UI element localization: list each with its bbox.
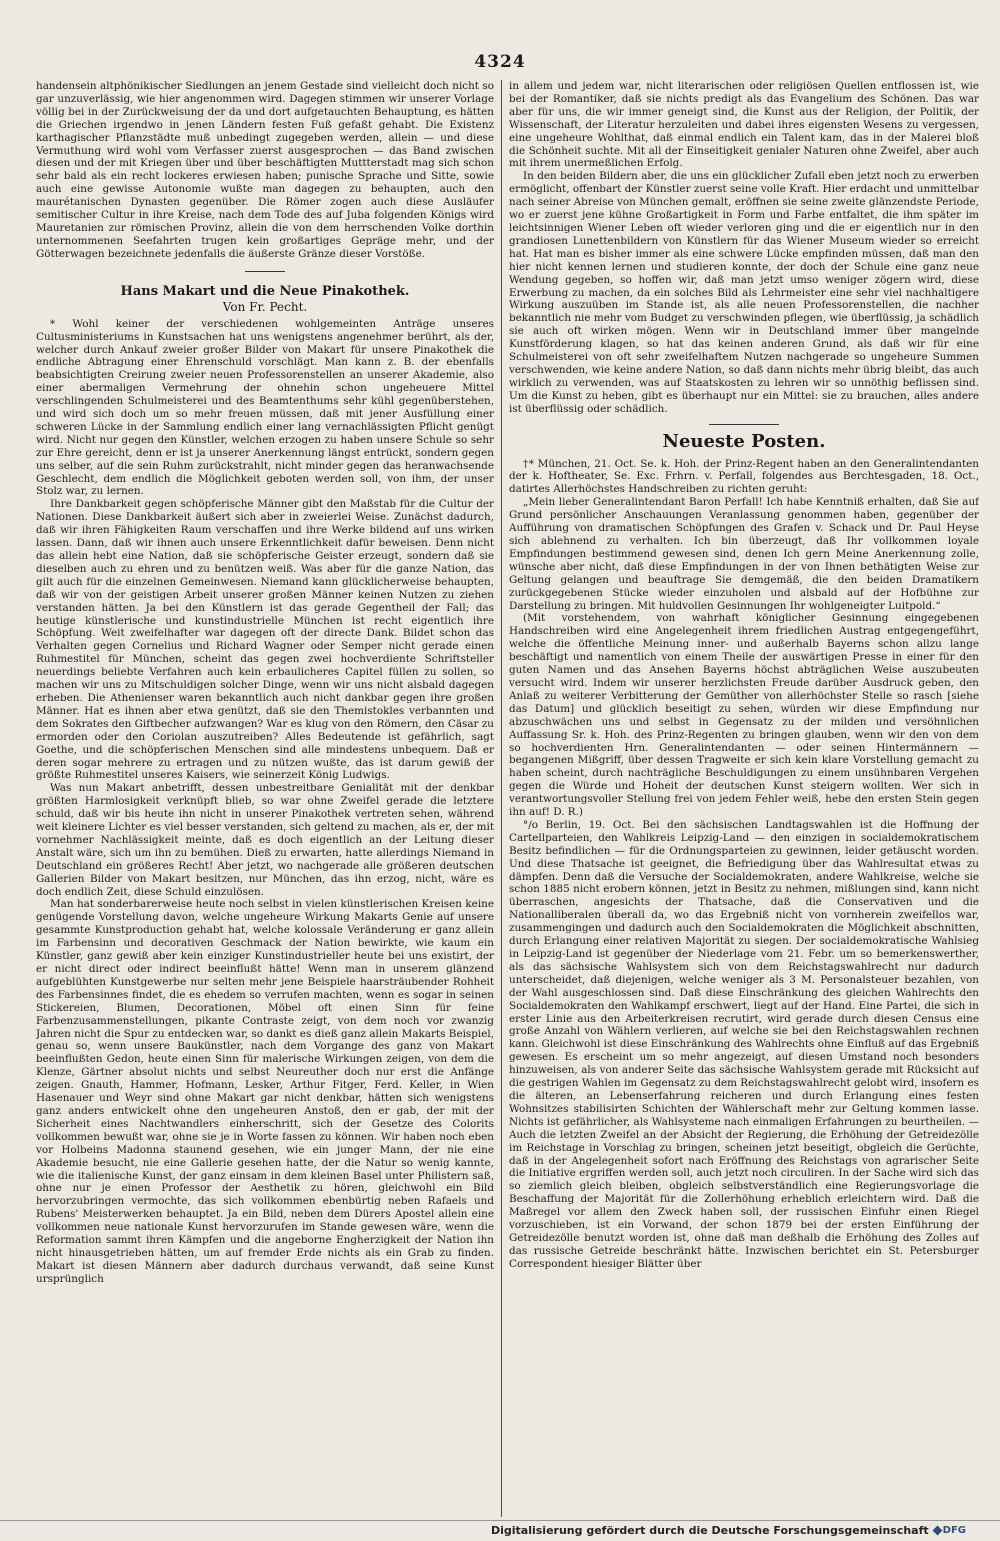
separator-rule <box>245 271 285 272</box>
left-column <box>36 80 494 1520</box>
footer-rule <box>0 1520 1000 1521</box>
news-section-heading: Neueste Posten. <box>662 430 826 452</box>
dfg-logo-text: DFG <box>942 1525 966 1536</box>
page-number: 4324 <box>474 52 526 72</box>
news-item: †* München, 21. Oct. Se. k. Hoh. der Prinz-Regent haben an den Generalintendanten der k. Hoftheater, Se. Exc. Frhrn. v. Perfall, folgendes aus Berchtesgaden, 18. Oct., datirtes Allerhöchstes Handschreiben zu richten geruht: <box>509 457 979 496</box>
intro-paragraph: handensein altphönikischer Siedlungen an jenem Gestade sind vielleicht doch nicht so gar unzuverlässig, wie hier angenommen wird. Dagegen stimmen wir unserer Vorlage völlig bei in der Zurückweisung der da und dort aufgetauchten Behauptung, es hätten die Griechen irgendwo in jenen Ländern festen Fuß gefaßt gehabt. Die Existenz karthagischer Pflanzstädte muß unbedingt zugegeben werden, allein — und diese Vermuthung wird wohl vom Verfasser zuerst ausgesprochen — das Band zwischen diesen und der mit Kriegen über und über beschäftigten Muttterstadt mag sich schon sehr bald als ein recht lockeres erwiesen haben; punische Sprache und Sitte, sowie auch eine gewisse Autonomie wußte man dagegen zu behaupten, auch den maurétanischen Dynasten gegenüber. Die Römer zogen auch diese Ausläufer semitischer Cultur in ihre Kreise, nach dem Tode des auf Juba folgenden Königs wird Mauretanien zur römischen Provinz, allein die von dem herrschenden Volke dorthin unternommenen Seefahrten trugen kein großartiges Gepräge mehr, und der Götterwagen bezeichnete jedenfalls die äußerste Gränze dieser Vorstöße. <box>36 80 494 260</box>
dfg-logo-icon <box>934 1525 966 1536</box>
separator-rule <box>709 424 779 425</box>
news-item: °/o Berlin, 19. Oct. Bei den sächsischen Landtagswahlen ist die Hoffnung der Cartellparteien, den Wahlkreis Leipzig-Land — den einzigen in socialdemokratischem Besitz befindlichen — für die Ordnungsparteien zu gewinnen, leider getäuscht worden. Und diese Thatsache ist geeignet, die Befriedigung über das Wahlresultat etwas zu dämpfen. Denn daß die Versuche der Socialdemokraten, andere Wahlkreise, welche sie schon 1885 nicht erobern können, jetzt in Besitz zu nehmen, mißlungen sind, kann nicht überraschen, angesichts der Thatsache, daß die Conservativen und die Nationalliberalen überall da, wo das Ergebniß nicht von vornherein zweifellos war, zusammengingen und dadurch auch den Socialdemokraten die Möglichkeit abschnitten, durch Erlangung einer relativen Majorität zu siegen. Der socialdemokratische Wahlsieg in Leipzig-Land ist gegenüber der Niederlage vom 21. Febr. um so bemerkenswerther, als das sächsische Wahlsystem sich von dem Reichstagswahlrecht nur dadurch unterscheidet, daß diejenigen, welche weniger als 3 M. Personalsteuer bezahlen, von der Wahl ausgeschlossen sind. Daß diese Einschränkung des gleichen Wahlrechts den Socialdemokraten den Wahlkampf erschwert, liegt auf der Hand. Eine Partei, die sich in erster Linie aus den Arbeiterkreisen recrutirt, wird gerade durch diesen Census eine große Anzahl von Wählern verlieren, auf welche sie bei den Reichstagswahlen rechnen kann. Gleichwohl ist diese Einschränkung des Wahlrechts ohne Einfluß auf das Ergebniß gewesen. Es erscheint um so mehr angezeigt, auf diesen Umstand noch besonders hinzuweisen, als von anderer Seite das sächsische Wahlsystem gerade mit Rücksicht auf die gestrigen Wahlen im Gegensatz zu dem Reichstagswahlrecht gelobt wird, insofern es die älteren, an Lebenserfahrung reicheren und durch Erlangung eines festen Wohnsitzes stabilisirten Schichten der Wählerschaft mehr zur Geltung kommen lasse. Nichts ist gefährlicher, als Wahlsysteme nach einmaligen Erfahrungen zu beurtheilen. — Auch die letzten Zweifel an der Absicht der Regierung, die Erhöhung der Getreidezölle im Reichstage in Vorschlag zu bringen, scheinen jetzt beseitigt, obgleich die Gerüchte, daß in der Angelegenheit sofort nach Eröffnung des Reichstags von agrarischer Seite die Initiative ergriffen werden soll, auch jetzt noch circuliren. In der Sache wird sich das so ziemlich gleich bleiben, obgleich selbstverständlich eine Regierungsvorlage die Beschaffung der Majorität für die Zollerhöhung erheblich erleichtern wird. Daß die Maßregel vor allem den Zweck haben soll, der russischen Einfuhr einen Riegel vorzuschieben, ist ein Vorwand, der schon 1879 bei der ersten Einführung der Getreidezölle benutzt worden ist, ohne daß man deßhalb die Erhöhung des Zolles auf das russische Getreide beschränkt hätte. Inzwischen berichtet ein St. Petersburger Correspondent hiesiger Blätter über <box>509 818 979 1270</box>
article-paragraph: Was nun Makart anbetrifft, dessen unbestreitbare Genialität mit der denkbar größten Harmlosigkeit verknüpft blieb, so war ohne Zweifel gerade die letztere schuld, daß wir bis heute ihn nicht in unserer Pinakothek vertreten sehen, während weit kleinere Lichter es viel besser verstanden, sich geltend zu machen, als er, der mit vornehmer Nachlässigkeit meinte, daß es doch eigentlich an der Leitung dieser Anstalt wäre, sich um ihn zu bemühen. Dieß zu erwarten, hatte allerdings Niemand in Deutschland ein größeres Recht! Aber jetzt, wo nachgerade alle größeren deutschen Gallerien Bilder von Makart besitzen, nur München, das ihn erzog, nicht, wäre es doch endlich Zeit, diese Schuld einzulösen. <box>36 782 494 898</box>
footer <box>491 1524 966 1537</box>
dfg-logo-mark <box>932 1526 942 1536</box>
footer-credit: Digitalisierung gefördert durch die Deutsche Forschungsgemeinschaft <box>490 1524 929 1537</box>
article-paragraph: * Wohl keiner der verschiedenen wohlgemeinten Anträge unseres Cultusministeriums in Kunstsachen hat uns wenigstens angenehmer berührt, als der, welcher durch Ankauf zweier großer Bilder von Makart für unsere Pinakothek die endliche Abtragung einer Ehrenschuld vorschlägt. Man kann z. B. der ebenfalls beabsichtigten Creirung zweier neuen Professorenstellen an unserer Akademie, also einer abermaligen Vermehrung der ohnehin schon ungeheuere Mittel verschlingenden Schulmeisterei und des Beamtenthums sehr kühl gegenüberstehen, und wird sich doch um so mehr freuen müssen, daß mit jener Ausfüllung einer schweren Lücke in der Sammlung endlich einer lang vernachlässigten Pflicht genügt wird. Nicht nur gegen den Künstler, welchen erzogen zu haben unsere Schule so sehr zur Ehre gereicht, denn er ist ja unserer Anerkennung längst entrückt, sondern gegen uns selber, auf die sein Ruhm zurückstrahlt, nicht minder gegen das heranwachsende Geschlecht, dem endlich die Möglichkeit geboten werden soll, von ihm, der unser Stolz war, zu lernen. <box>36 317 494 498</box>
column-divider <box>501 80 502 1517</box>
article-paragraph: In den beiden Bildern aber, die uns ein glücklicher Zufall eben jetzt noch zu erwerben ermöglicht, offenbart der Künstler zuerst seine volle Kraft. Hier erdacht und unmittelbar nach seiner Abreise von München gemalt, eröffnen sie seine zweite glänzendste Periode, wo er zuerst jene kühne Großartigkeit in Form und Farbe entfaltet, die ihm später im leichtsinnigen Wiener Leben oft wieder verloren ging und die er eigentlich nur in den grandiosen Lunettenbildern von Künstlern für das Wiener Museum wieder so erreicht hat. Hat man es bisher immer als eine schwere Lücke empfinden müssen, daß man den hier nicht kennen lernen und studieren konnte, der doch der Schule eine ganz neue Wendung gegeben, so hoffen wir, daß man jetzt umso weniger zögern wird, diese Erwerbung zu machen, da ein solches Bild als Lehrmeister eine sehr viel nachhaltigere Wirkung auszuüben im Stande ist, als alle neuen Professorenstellen, die nachher bekanntlich nie mehr vom Budget zu verschwinden pflegen, wie überflüssig, ja schädlich sie auch oft wirken mögen. Wenn wir in Deutschland immer über mangelnde Kunstförderung klagen, so hat das keinen anderen Grund, als daß wir für eine Schulmeisterei von oft sehr zweifelhaftem Nutzen nachgerade so ungeheure Summen verschwenden, wie keine andere Nation, so daß dann nichts mehr übrig bleibt, das auch wirklich zu verwenden, was auf Staatskosten zu lehren wir so unnöthig beflissen sind. Um die Kunst zu heben, gibt es überhaupt nur ein Mittel: sie zu brauchen, alles andere ist überflüssig oder schädlich. <box>509 170 979 415</box>
right-column <box>509 80 979 1520</box>
article-paragraph: Ihre Dankbarkeit gegen schöpferische Männer gibt den Maßstab für die Cultur der Nationen. Diese Dankbarkeit äußert sich aber in zweierlei Weise. Zunächst dadurch, daß wir ihren Fähigkeiten Raum verschaffen und ihre Werke bildend auf uns wirken lassen. Dann, daß wir ihnen auch unsere Erkenntlichkeit dafür beweisen. Denn nicht das allein hebt eine Nation, daß sie schöpferische Geister erzeugt, sondern daß sie dieselben auch zu ehren und zu benützen weiß. Was aber für die ganze Nation, das gilt auch für die einzelnen Gemeinwesen. Niemand kann glücklicherweise behaupten, daß wir von der geistigen Arbeit unserer großen Männer keinen Nutzen zu ziehen verstanden hätten. Ja bei den Künstlern ist das gerade Gegentheil der Fall; das heutige künstlerische und kunstindustrielle München ist recht eigentlich ihre Schöpfung. Weit zweifelhafter war dagegen oft der directe Dank. Bildet schon das Verhalten gegen Cornelius und Richard Wagner oder Semper nicht gerade einen Ruhmestitel für München, scheint das gegen zwei hochverdiente Schriftsteller neuerdings beliebte Verfahren auch kein erbaulicheres Capitel füllen zu sollen, so machen wir uns zu Mitschuldigen solcher Dinge, wenn wir uns nicht alsbald dagegen erheben. Die Athenienser waren bekanntlich auch nicht dankbar gegen ihre großen Männer. Hat es ihnen aber etwa genützt, daß sie den Themistokles verbannten und dem Sokrates den Giftbecher aufzwangen? War es klug von den Römern, den Cäsar zu ermorden oder den Coriolan auszutreiben? Alles Bedeutende ist gefährlich, sagt Goethe, und die schöpferischen Menschen sind alle mindestens unbequem. Daß er deren sogar mehrere zu ertragen und zu nützen wußte, das ist darum gewiß der größte Ruhmestitel unseres Kaisers, wie seinerzeit König Ludwigs. <box>36 498 494 782</box>
article-paragraph: in allem und jedem war, nicht literarischen oder religiösen Quellen entflossen ist, wie bei der Romantiker, daß sie nichts predigt als das Evangelium des Schönen. Das war aber für uns, die wir immer geneigt sind, die Kunst aus der Religion, der Politik, der Wissenschaft, der Literatur herzuleiten und dabei ihres eigensten Wesens zu vergessen, eine ungeheure Wohlthat, daß einmal endlich ein Talent kam, das in der Malerei bloß die Schönheit suchte. Mit all der Einseitigkeit genialer Naturen ohne Zweifel, aber auch mit ihrem unermeßlichen Erfolg. <box>509 80 979 170</box>
article-byline: Von Fr. Pecht. <box>222 299 308 314</box>
article-title: Hans Makart und die Neue Pinakothek. <box>120 283 410 299</box>
news-item: „Mein lieber Generalintendant Baron Perfall! Ich habe Kenntniß erhalten, daß Sie auf Grund persönlicher Anschauungen Veranlassung genommen haben, gegenüber der Aufführung von dramatischen Schöpfungen des Grafen v. Schack und Dr. Paul Heyse sich ablehnend zu verhalten. Ich bin überzeugt, daß Ihr vollkommen loyale Empfindungen bestimmend gewesen sind, denen Ich gern Meine Anerkennung zolle, wünsche aber nicht, daß diese Empfindungen in der von Ihnen bethätigten Weise zur Geltung gelangen und beauftrage Sie demgemäß, die den beiden Dramatikern zurückgegebenen Stücke wieder einzuholen und alsbald auf der Hofbühne zur Darstellung zu bringen. Mit huldvollen Gesinnungen Ihr wohlgeneigter Luitpold.“ <box>509 496 979 612</box>
news-item: (Mit vorstehendem, von wahrhaft königlicher Gesinnung eingegebenen Handschreiben wird eine Angelegenheit ihrem friedlichen Austrag entgegengeführt, welche die öffentliche Meinung inner- und außerhalb Bayerns schon allzu lange beschäftigt und namentlich von einem Theile der auswärtigen Presse in einer für den guten Namen und das Ansehen Bayerns höchst abträglichen Weise auszubeuten versucht wird. Indem wir unserer herzlichsten Freude darüber Ausdruck geben, den Anlaß zu weiterer Verbitterung der Gemüther von allerhöchster Stelle so rasch [siehe das Datum] und glücklich beseitigt zu sehen, würden wir diese Empfindung nur abzuschwächen uns und selbst in Gegensatz zu der milden und versöhnlichen Auffassung Sr. k. Hoh. des Prinz-Regenten zu bringen glauben, wenn wir den von dem so hochverdienten Hrn. Generalintendanten — oder seinen Hintermännern — begangenen Mißgriff, über dessen Tragweite er sich kein klare Vorstellung gemacht zu haben scheint, durch nachträgliche Beschuldigungen zu einem unsühnbaren Vergehen gegen die Würde und Hoheit der deutschen Kunst steigern wollten. Wer sich in verantwortungsvoller Stellung frei von jedem Fehler weiß, hebe den ersten Stein gegen ihn auf! D. R.) <box>509 612 979 819</box>
article-paragraph: Man hat sonderbarerweise heute noch selbst in vielen künstlerischen Kreisen keine genügende Vorstellung davon, welche ungeheure Wirkung Makarts Genie auf unsere gesammte Kunstproduction gehabt hat, welche kolossale Veränderung er ganz allein im Farbensinn und decorativen Geschmack der Nation bewirkte, wie kaum ein Künstler, ganz gewiß aber kein einziger Kunstindustrieller heute bei uns existirt, der er nicht direct oder indirect beeinflußt hätte! Wenn man in unserem glänzend aufgeblühten Kunstgewerbe nur selten mehr jene Beispiele haarsträubender Rohheit des Farbensinnes findet, die es ehedem so verrufen machten, wenn es sogar in seinen Stickereien, Blumen, Decorationen, Möbel oft einen Sinn für feine Farbenzusammenstellungen, pikante Contraste zeigt, von dem noch vor zwanzig Jahren nicht die Spur zu entdecken war, so dankt es dieß ganz allein Makarts Beispiel, genau so, wenn unsere Baukünstler, nach dem Vorgange des ganz von Makart beeinflußten Gedon, heute einen Sinn für malerische Wirkungen zeigen, von dem die Klenze, Gärtner absolut nichts und selbst Neureuther doch nur erst die Anfänge zeigen. Gnauth, Hammer, Hofmann, Lesker, Arthur Fitger, Ferd. Keller, in Wien Hasenauer und Weyr sind ohne Makart gar nicht denkbar, hätten sich wenigstens ganz anders entwickelt ohne den ungeheuren Anstoß, den er gab, der mit der Sicherheit eines Nachtwandlers einherschritt, sich der Gesetze des Colorits vollkommen bewußt war, ohne sie je in Worte fassen zu können. Wir haben noch eben vor Holbeins Madonna staunend gesehen, wie ein junger Mann, der nie eine Akademie besucht, nie eine Gallerie gesehen hatte, der die Natur so wenig kannte, wie die italienische Kunst, der ganz einsam in dem kleinen Basel unter Philistern saß, ohne nur je einen Professor der Aesthetik zu hören, gleichwohl ein Bild hervorzubringen vermochte, das sich vollkommen ebenbürtig neben Rafaels und Rubens' Meisterwerken behauptet. Ja ein Bild, neben dem Dürers Apostel allein eine vollkommen neue nationale Kunst hervorzurufen im Stande gewesen wäre, wenn die Reformation sammt ihren Kämpfen und die angeborne Engherzigkeit der Nation ihn nicht hinausgetrieben hätten, um auf fremder Erde nichts als ein Grab zu finden. Makart ist diesen Männern aber dadurch durchaus verwandt, daß seine Kunst ursprünglich <box>36 898 494 1285</box>
